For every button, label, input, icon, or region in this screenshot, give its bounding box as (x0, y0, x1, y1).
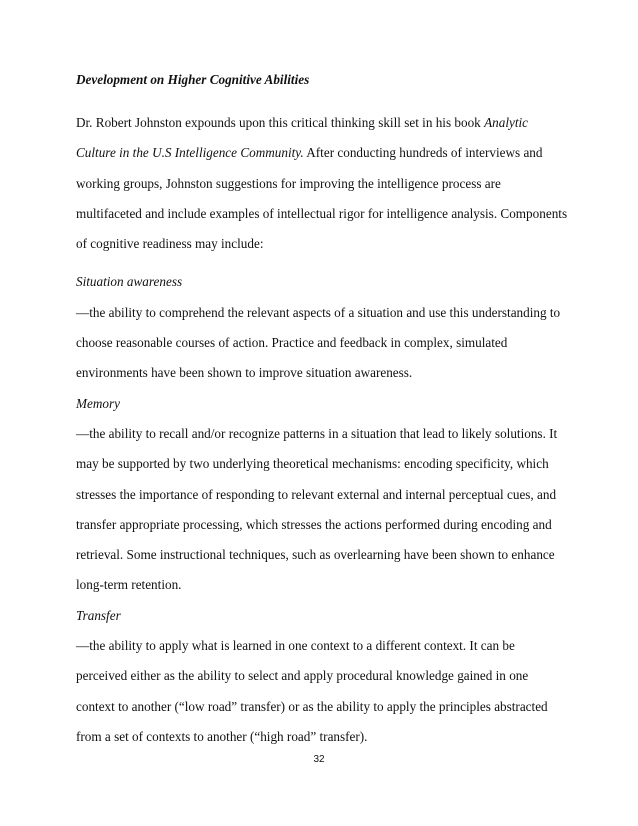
memory-text: —the ability to recall and/or recognize patterns in a situation that lead to likely solutions. It may be supported by two underlying theoretical mechanisms: encoding specificity, which stresses the importance of responding to relevant external and internal perceptual cues, and transfer appropriate processing, which stresses the actions performed during encoding and retrieval. Some instructional techniques, such as overlearning have been shown to enhance long-term retention. (76, 425, 558, 593)
page-number: 32 (313, 754, 325, 765)
page-content (76, 70, 568, 752)
situation-awareness-text: —the ability to comprehend the relevant aspects of a situation and use this understanding to choose reasonable courses of action. Practice and feedback in complex, simulated environments have been shown to improve situation awareness. (76, 304, 561, 381)
intro-text-end: After conducting hundreds of interviews and working groups, Johnston suggestions for improving the intelligence process are multifaceted and include examples of intellectual rigor for intelligence analysis. Components of cognitive readiness may include: (76, 145, 568, 252)
transfer-text: —the ability to apply what is learned in one context to a different context. It can be perceived either as the ability to select and apply procedural knowledge gained in one context to another (“low road” transfer) or as the ability to apply the principles abstracted from a set of contexts to another (“high road” transfer). (76, 638, 548, 744)
intro-text-start: Dr. Robert Johnston expounds upon this critical thinking skill set in his book (76, 115, 485, 130)
section-heading: Development on Higher Cognitive Abilities (76, 72, 310, 87)
transfer-title: Transfer (76, 607, 121, 623)
intro-paragraph (76, 108, 568, 259)
situation-awareness-title: Situation awareness (76, 274, 183, 290)
book-title: Analytic Culture in the U.S Intelligence Community. (76, 115, 529, 161)
memory-title: Memory (76, 395, 120, 411)
